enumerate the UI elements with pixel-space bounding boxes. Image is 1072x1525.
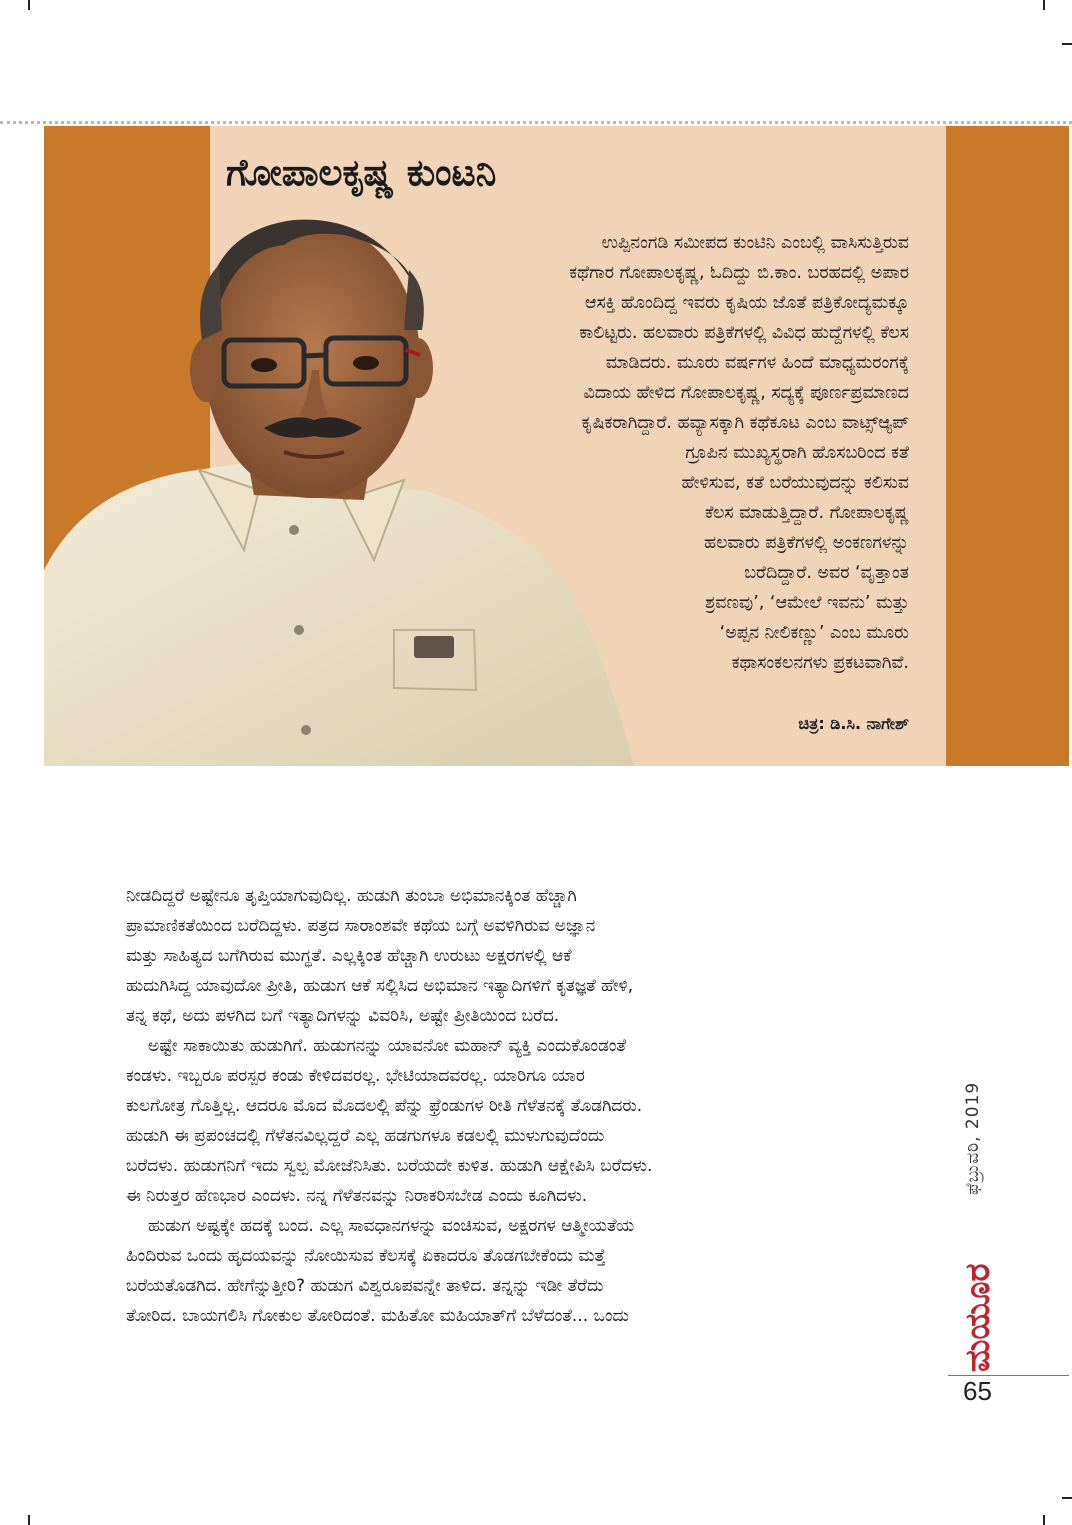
body-line: ಹುಡುಗಿ ಈ ಪ್ರಪಂಚದಲ್ಲಿ ಗೆಳೆತನವಿಲ್ಲದ್ದರೆ ಎಲ್ಲ ಹಡಗುಗಳೂ ಕಡಲಲ್ಲಿ ಮುಳುಗುವುದೆಂದು — [126, 1126, 605, 1146]
profile-line: ಹೇಳಿಸುವ, ಕತೆ ಬರೆಯುವುದನ್ನು ಕಲಿಸುವ — [681, 473, 909, 493]
profile-line: ಉಪ್ಪಿನಂಗಡಿ ಸಮೀಪದ ಕುಂಟಿನಿ ಎಂಬಲ್ಲಿ ವಾಸಿಸುತ್ತಿರುವ — [601, 233, 909, 253]
page-number: 65 — [963, 1376, 992, 1406]
body-line: ಮತ್ತು ಸಾಹಿತ್ಯದ ಬಗೆಗಿರುವ ಮುಗ್ಧತೆ. ಎಲ್ಲಕ್ಕಿಂತ ಹೆಚ್ಚಾಗಿ ಉರುಟು ಅಕ್ಷರಗಳಲ್ಲಿ ಆಕೆ — [126, 946, 572, 966]
profile-line: ಕಾಲಿಟ್ಟರು. ಹಲವಾರು ಪತ್ರಿಕೆಗಳಲ್ಲಿ ವಿವಿಧ ಹುದ್ದೆಗಳಲ್ಲಿ ಕೆಲಸ — [579, 323, 909, 343]
author-photo — [44, 190, 644, 766]
body-line: ಅಷ್ಟೇ ಸಾಕಾಯಿತು ಹುಡುಗಿಗೆ. ಹುಡುಗನನ್ನು ಯಾವನೋ ಮಹಾನ್ ವ್ಯಕ್ತಿ ಎಂದುಕೊಂಡಂತೆ — [148, 1036, 627, 1056]
crop-mark-bottom-left — [28, 1515, 30, 1525]
body-line: ಪ್ರಾಮಾಣಿಕತೆಯಿಂದ ಬರೆದಿದ್ದಳು. ಪತ್ರದ ಸಾರಾಂಶವೇ ಕಥೆಯ ಬಗ್ಗೆ ಅವಳಿಗಿರುವ ಅಜ್ಞಾನ — [126, 916, 596, 936]
body-line: ಹುದುಗಿಸಿದ್ದ ಯಾವುದೋ ಪ್ರೀತಿ, ಹುಡುಗ ಆಕೆ ಸಲ್ಲಿಸಿದ ಅಭಿಮಾನ ಇತ್ಯಾದಿಗಳಿಗೆ ಕೃತಜ್ಞತೆ ಹೇಳಿ, — [126, 976, 634, 996]
profile-line: ಬರೆದಿದ್ದಾರೆ. ಅವರ ‘ವೃತ್ತಾಂತ — [744, 563, 909, 583]
body-line: ಕಂಡಳು. ಇಬ್ಬರೂ ಪರಸ್ಪರ ಕಂಡು ಕೇಳಿದವರಲ್ಲ. ಭೇಟಿಯಾದವರಲ್ಲ. ಯಾರಿಗೂ ಯಾರ — [126, 1066, 585, 1086]
crop-mark-bottom-right — [1043, 1515, 1045, 1525]
profile-line: ವಿದಾಯ ಹೇಳಿದ ಗೋಪಾಲಕೃಷ್ಣ, ಸದ್ಯಕ್ಕೆ ಪೂರ್ಣಪ್ರಮಾಣದ — [583, 383, 909, 403]
body-line: ಹುಡುಗ ಅಷ್ಟಕ್ಕೇ ಹದಕ್ಕೆ ಬಂದ. ಎಲ್ಲ ಸಾವಧಾನಗಳನ್ನು ವಂಚಿಸುವ, ಅಕ್ಷರಗಳ ಆತ್ಮೀಯತೆಯ — [148, 1216, 635, 1236]
issue-date: ಫೆಬ್ರುವರಿ, 2019 — [963, 1081, 983, 1195]
crop-mark-top-left — [28, 0, 30, 10]
body-line: ತೋರಿದ. ಬಾಯಗಲಿಸಿ ಗೋಕುಲ ತೋರಿದಂತೆ. ಮಹಿತೋ ಮಹಿಯಾತ್‌ಗೆ ಬೆಳೆದಂತೆ... ಒಂದು — [126, 1306, 629, 1326]
body-line: ಬರೆಯತೊಡಗಿದ. ಹೇಗೆನ್ನುತ್ತೀರಿ? ಹುಡುಗ ವಿಶ್ವರೂಪವನ್ನೇ ತಾಳಿದ. ತನ್ನನ್ನು ಇಡೀ ತೆರೆದು — [126, 1276, 604, 1296]
profile-line: ಕೃಷಿಕರಾಗಿದ್ದಾರೆ. ಹವ್ಯಾಸಕ್ಕಾಗಿ ಕಥೆಕೂಟ ಎಂಬ ವಾಟ್ಸ್‌ಆ್ಯಪ್ — [581, 413, 909, 433]
profile-line: ಮಾಡಿದರು. ಮೂರು ವರ್ಷಗಳ ಹಿಂದೆ ಮಾಧ್ಯಮರಂಗಕ್ಕೆ — [605, 353, 909, 373]
profile-line: ಗ್ರೂಪಿನ ಮುಖ್ಯಸ್ಥರಾಗಿ ಹೊಸಬರಿಂದ ಕತೆ — [685, 443, 909, 463]
profile-line: ಹಲವಾರು ಪತ್ರಿಕೆಗಳಲ್ಲಿ ಅಂಕಣಗಳನ್ನು — [703, 533, 909, 553]
body-line: ಕುಲಗೋತ್ರ ಗೊತ್ತಿಲ್ಲ. ಆದರೂ ಮೊದ ಮೊದಲಲ್ಲಿ ಪೆನ್ನು ಫ್ರೆಂಡುಗಳ ರೀತಿ ಗೆಳೆತನಕ್ಕೆ ತೊಡಗಿದರು. — [126, 1096, 643, 1116]
profile-line: ‘ಅಪ್ಪನ ನೀಲಿಕಣ್ಣು’ ಎಂಬ ಮೂರು — [719, 623, 909, 643]
body-line: ಈ ನಿರುತ್ತರ ಹೆಣಭಾರ ಎಂದಳು. ನನ್ನ ಗೆಳೆತನವನ್ನು ನಿರಾಕರಿಸಬೇಡ ಎಂದು ಕೂಗಿದಳು. — [126, 1186, 588, 1206]
body-line: ತನ್ನ ಕಥೆ, ಅದು ಪಳಗಿದ ಬಗೆ ಇತ್ಯಾದಿಗಳನ್ನು ವಿವರಿಸಿ, ಅಷ್ಟೇ ಪ್ರೀತಿಯಿಂದ ಬರೆದ. — [126, 1006, 560, 1026]
author-name-title: ಗೋಪಾಲಕೃಷ್ಣ ಕುಂಟನಿ — [226, 151, 497, 194]
profile-line: ಕೆಲಸ ಮಾಡುತ್ತಿದ್ದಾರೆ. ಗೋಪಾಲಕೃಷ್ಣ — [704, 503, 909, 523]
body-line: ಬರೆದಳು. ಹುಡುಗನಿಗೆ ಇದು ಸ್ವಲ್ಪ ಮೋಜೆನಿಸಿತು. ಬರೆಯದೇ ಕುಳಿತ. ಹುಡುಗಿ ಆಕ್ಷೇಪಿಸಿ ಬರೆದಳು. — [126, 1156, 653, 1176]
body-line: ನೀಡದಿದ್ದರೆ ಅಷ್ಟೇನೂ ತೃಪ್ತಿಯಾಗುವುದಿಲ್ಲ. ಹುಡುಗಿ ತುಂಬಾ ಅಭಿಮಾನಕ್ಕಿಂತ ಹೆಚ್ಚಾಗಿ — [126, 886, 577, 906]
profile-line: ಆಸಕ್ತಿ ಹೊಂದಿದ್ದ ಇವರು ಕೃಷಿಯ ಜೊತೆ ಪತ್ರಿಕೋದ್ಯಮಕ್ಕೂ — [584, 293, 909, 313]
dotted-separator — [0, 121, 1072, 124]
profile-line: ಶ್ರವಣವು’, ‘ಆಮೇಲೆ ಇವನು’ ಮತ್ತು — [704, 593, 909, 613]
magazine-logo: ಮಯೂರ — [958, 1263, 998, 1372]
crop-mark-top-right — [1043, 0, 1045, 10]
profile-line: ಕಥೆಗಾರ ಗೋಪಾಲಕೃಷ್ಣ, ಓದಿದ್ದು ಬಿ.ಕಾಂ. ಬರಹದಲ್ಲಿ ಅಪಾರ — [569, 263, 909, 283]
photo-credit: ಚಿತ್ರ: ಡಿ.ಸಿ. ನಾಗೇಶ್ — [798, 714, 909, 733]
crop-mark-right-lower — [1062, 1497, 1072, 1499]
crop-mark-right-upper — [1062, 43, 1072, 45]
profile-line: ಕಥಾಸಂಕಲನಗಳು ಪ್ರಕಟವಾಗಿವೆ. — [731, 653, 909, 673]
body-line: ಹಿಂದಿರುವ ಒಂದು ಹೃದಯವನ್ನು ನೋಯಿಸುವ ಕೆಲಸಕ್ಕೆ ಏಕಾದರೂ ತೊಡಗಬೇಕೆಂದು ಮತ್ತೆ — [126, 1246, 606, 1266]
